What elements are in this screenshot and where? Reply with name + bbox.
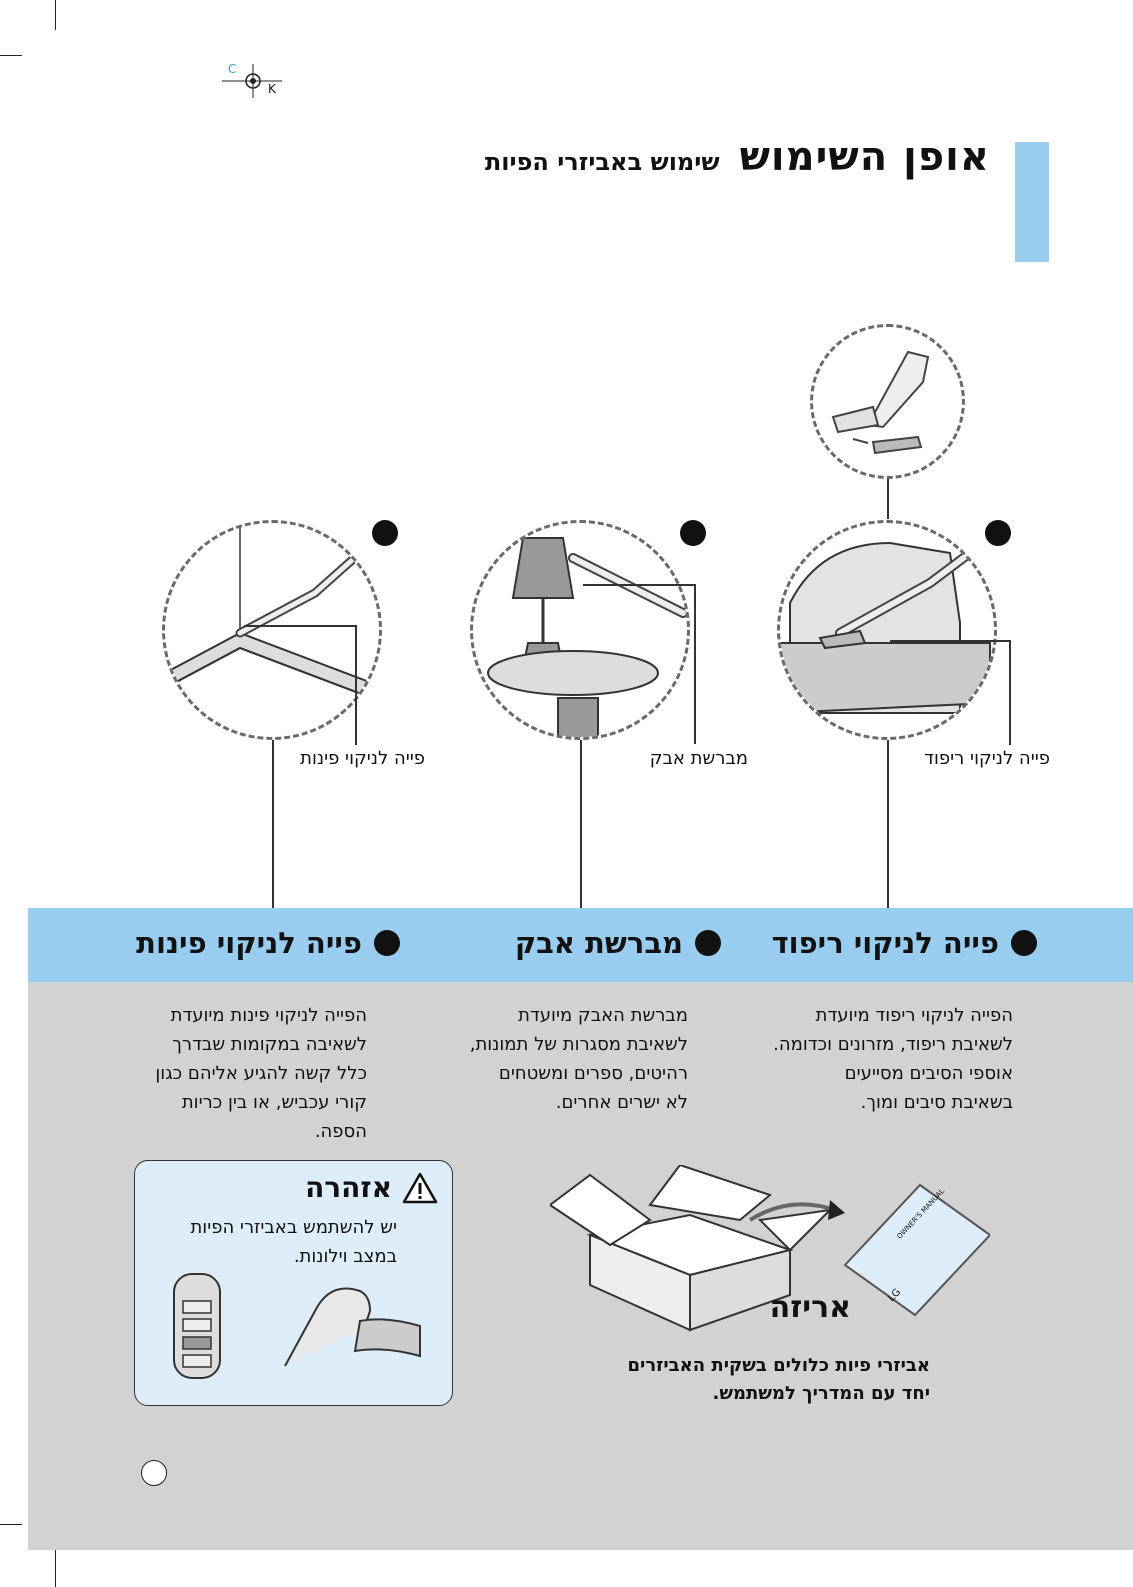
- corner-nozzle-description: הפייה לניקוי פינות מיועדת לשאיבה במקומות שבדרך כלל קשה להגיע אליהם כגון קורי עכביש, או בין כריות הספה.: [155, 1005, 367, 1142]
- brand-logo: LG: [886, 1286, 904, 1305]
- page-title: אופן השימוש: [739, 134, 990, 180]
- heading-upholstery: [772, 926, 1037, 960]
- warning-title: אזהרה: [305, 1171, 392, 1204]
- crop-mark: [55, 1548, 56, 1587]
- callout-corner-nozzle: פייה לניקוי פינות: [300, 748, 425, 769]
- nozzle-detail-illustration: [810, 324, 965, 479]
- heading-text: פייה לניקוי ריפוד: [771, 926, 999, 960]
- page-subtitle: שימוש באביזרי הפיות: [484, 148, 720, 176]
- packing-title: אריזה: [769, 1290, 851, 1325]
- bullet-icon: [1011, 930, 1037, 956]
- heading-text: מברשת אבק: [514, 926, 683, 960]
- callout-upholstery-nozzle: פייה לניקוי ריפוד: [924, 748, 1050, 769]
- registration-mark: [222, 62, 282, 100]
- crop-mark: [0, 1524, 22, 1525]
- registration-k: K: [268, 82, 276, 96]
- heading-text: פייה לניקוי פינות: [136, 926, 362, 960]
- dust-brush-description: מברשת האבק מיועדת לשאיבת מסגרות של תמונות, רהיטים, ספרים ומשטחים לא ישרים אחרים.: [469, 1005, 688, 1113]
- step-marker: [372, 520, 398, 546]
- bullet-icon: [695, 930, 721, 956]
- heading-dust-brush: [515, 926, 721, 960]
- upholstery-nozzle-illustration: [777, 520, 997, 740]
- warning-box: [134, 1160, 453, 1406]
- crop-mark: [55, 0, 56, 30]
- upholstery-description: הפייה לניקוי ריפוד מיועדת לשאיבת ריפוד, מזרונים וכדומה. אוספי הסיבים מסייעים בשאיבת סיבים ומוך.: [773, 1005, 1013, 1113]
- step-marker: [680, 520, 706, 546]
- callout-dust-brush: מברשת אבק: [649, 748, 748, 769]
- warning-header: [305, 1171, 438, 1204]
- bullet-icon: [374, 930, 400, 956]
- warning-triangle-icon: [402, 1172, 438, 1204]
- warning-text: יש להשתמש באביזרי הפיות במצב וילונות.: [190, 1217, 397, 1267]
- crop-mark: [0, 55, 22, 56]
- dust-brush-illustration: [470, 520, 690, 740]
- page-header: [485, 134, 990, 180]
- corner-nozzle-illustration: [162, 520, 382, 740]
- registration-c: C: [228, 62, 237, 76]
- manual-label: OWNER'S MANUAL: [895, 1187, 946, 1241]
- hose-handle-illustration: [275, 1271, 425, 1371]
- page-number-marker: [141, 1460, 167, 1486]
- heading-corner-nozzle: [136, 926, 400, 960]
- packing-text: אביזרי פיות כלולים בשקית האביזרים יחד עם המדריך למשתמש.: [627, 1355, 930, 1404]
- section-tab: [1015, 142, 1049, 262]
- remote-control-illustration: [171, 1271, 223, 1381]
- step-marker: [985, 520, 1011, 546]
